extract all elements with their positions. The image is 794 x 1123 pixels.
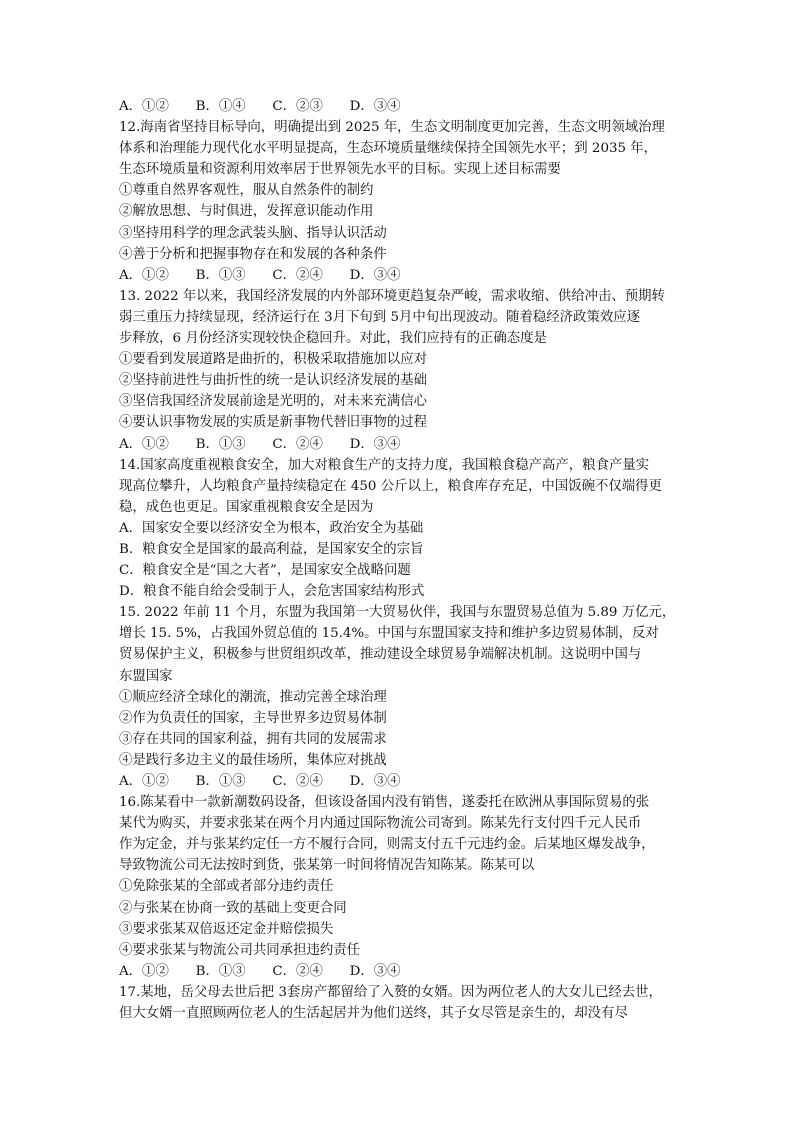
q12-stem-line-2: 体系和治理能力现代化水平明显提高，生态环境质量继续保持全国领先水平；到 2035 年， (119, 141, 658, 157)
q15-stem-line-2: 增长 15. 5%，占我国外贸总值的 15.4%。中国与东盟国家支持和维护多边贸易体制，反对 (119, 626, 659, 642)
q13-item-1: ①要看到发展道路是曲折的，积极采取措施加以应对 (119, 352, 427, 368)
q15-item-1: ①顺应经济全球化的潮流，推动完善全球治理 (119, 689, 387, 705)
q13-item-4: ④要认识事物发展的实质是新事物代替旧事物的过程 (119, 415, 427, 431)
q15-options: A．①② B．①③ C．②④ D．③④ (119, 774, 401, 789)
q13-item-2: ②坚持前进性与曲折性的统一是认识经济发展的基础 (119, 373, 427, 389)
q13-item-3: ③坚信我国经济发展前途是光明的，对未来充满信心 (119, 394, 427, 410)
q16-item-2: ②与张某在协商一致的基础上变更合同 (119, 900, 347, 916)
q17-stem-line-2: 但大女婿一直照顾两位老人的生活起居并为他们送终，其子女尽管是亲生的，却没有尽 (119, 1006, 628, 1022)
q12-item-3: ③坚持用科学的理念武装头脑、指导认识活动 (119, 225, 387, 241)
q12-options: A．①② B．①③ C．②④ D．③④ (119, 267, 401, 283)
q16-stem-line-3: 作为定金，并与张某约定任一方不履行合同，则需支付五千元违约金。后某地区爆发战争， (119, 837, 655, 853)
q11-options: A．①② B．①④ C．②③ D．③④ (119, 99, 401, 114)
q13-options: A．①② B．①③ C．②④ D．③④ (119, 436, 401, 452)
q16-item-4: ④要求张某与物流公司共同承担违约责任 (119, 942, 361, 958)
q12-item-2: ②解放思想、与时俱进，发挥意识能动作用 (119, 204, 374, 220)
q16-item-3: ③要求张某双倍返还定金并赔偿损失 (119, 921, 334, 937)
q13-stem-line-1: 13. 2022 年以来，我国经济发展的内外部环境更趋复杂严峻，需求收缩、供给冲击、预期转 (119, 288, 665, 304)
q16-stem-line-4: 导致物流公司无法按时到货，张某第一时间将情况告知陈某。陈某可以 (119, 858, 535, 874)
q12-stem-line-1: 12.海南省坚持目标导向，明确提出到 2025 年，生态文明制度更加完善，生态文明领域治理 (119, 120, 665, 136)
q15-item-3: ③存在共同的国家利益，拥有共同的发展需求 (119, 731, 387, 747)
q12-stem-line-3: 生态环境质量和资源利用效率居于世界领先水平的目标。实现上述目标需要 (119, 162, 561, 178)
q15-stem-line-4: 东盟国家 (119, 668, 173, 684)
q14-stem-line-2: 现高位攀升，人均粮食产量持续稳定在 450 公斤以上，粮食库存充足，中国饭碗不仅端得更 (119, 478, 662, 494)
q12-item-1: ①尊重自然界客观性，服从自然条件的制约 (119, 183, 374, 199)
q16-stem-line-1: 16.陈某看中一款新潮数码设备，但该设备国内没有销售，遂委托在欧洲从事国际贸易的张 (119, 795, 650, 811)
q14-option-d: D．粮食不能自给会受制于人，会危害国家结构形式 (119, 584, 425, 600)
q14-option-a: A．国家安全要以经济安全为根本，政治安全为基础 (119, 520, 424, 536)
q15-stem-line-1: 15. 2022 年前 11 个月，东盟为我国第一大贸易伙伴，我国与东盟贸易总值为 5.89 万亿元， (119, 605, 676, 621)
q16-stem-line-2: 某代为购买，并要求张某在两个月内通过国际物流公司寄到。陈某先行支付四千元人民币 (119, 816, 642, 832)
q14-stem-line-3: 稳，成色也更足。国家重视粮食安全是因为 (119, 499, 374, 515)
q13-stem-line-3: 步释放，6 月份经济实现较快企稳回升。对此，我们应持有的正确态度是 (119, 331, 547, 347)
q15-stem-line-3: 贸易保护主义，积极参与世贸组织改革，推动建设全球贸易争端解决机制。这说明中国与 (119, 647, 642, 663)
q15-item-4: ④是践行多边主义的最佳场所，集体应对挑战 (119, 752, 387, 768)
q15-item-2: ②作为负责任的国家，主导世界多边贸易体制 (119, 710, 387, 726)
q14-stem-line-1: 14.国家高度重视粮食安全，加大对粮食生产的支持力度，我国粮食稳产高产，粮食产量实 (119, 457, 650, 473)
q13-stem-line-2: 弱三重压力持续显现，经济运行在 3月下旬到 5月中旬出现波动。随着稳经济政策效应逐 (119, 309, 641, 325)
q16-options: A．①② B．①③ C．②④ D．③④ (119, 963, 401, 979)
q12-item-4: ④善于分析和把握事物存在和发展的各种条件 (119, 246, 387, 262)
q14-option-c: C．粮食安全是“国之大者”，是国家安全战略问题 (119, 563, 411, 579)
q17-stem-line-1: 17.某地，岳父母去世后把 3套房产都留给了入赘的女婿。因为两位老人的大女儿已经去世， (119, 984, 662, 1000)
exam-page (119, 96, 679, 1024)
q16-item-1: ①免除张某的全部或者部分违约责任 (119, 879, 334, 895)
q14-option-b: B．粮食安全是国家的最高利益，是国家安全的宗旨 (119, 541, 424, 557)
